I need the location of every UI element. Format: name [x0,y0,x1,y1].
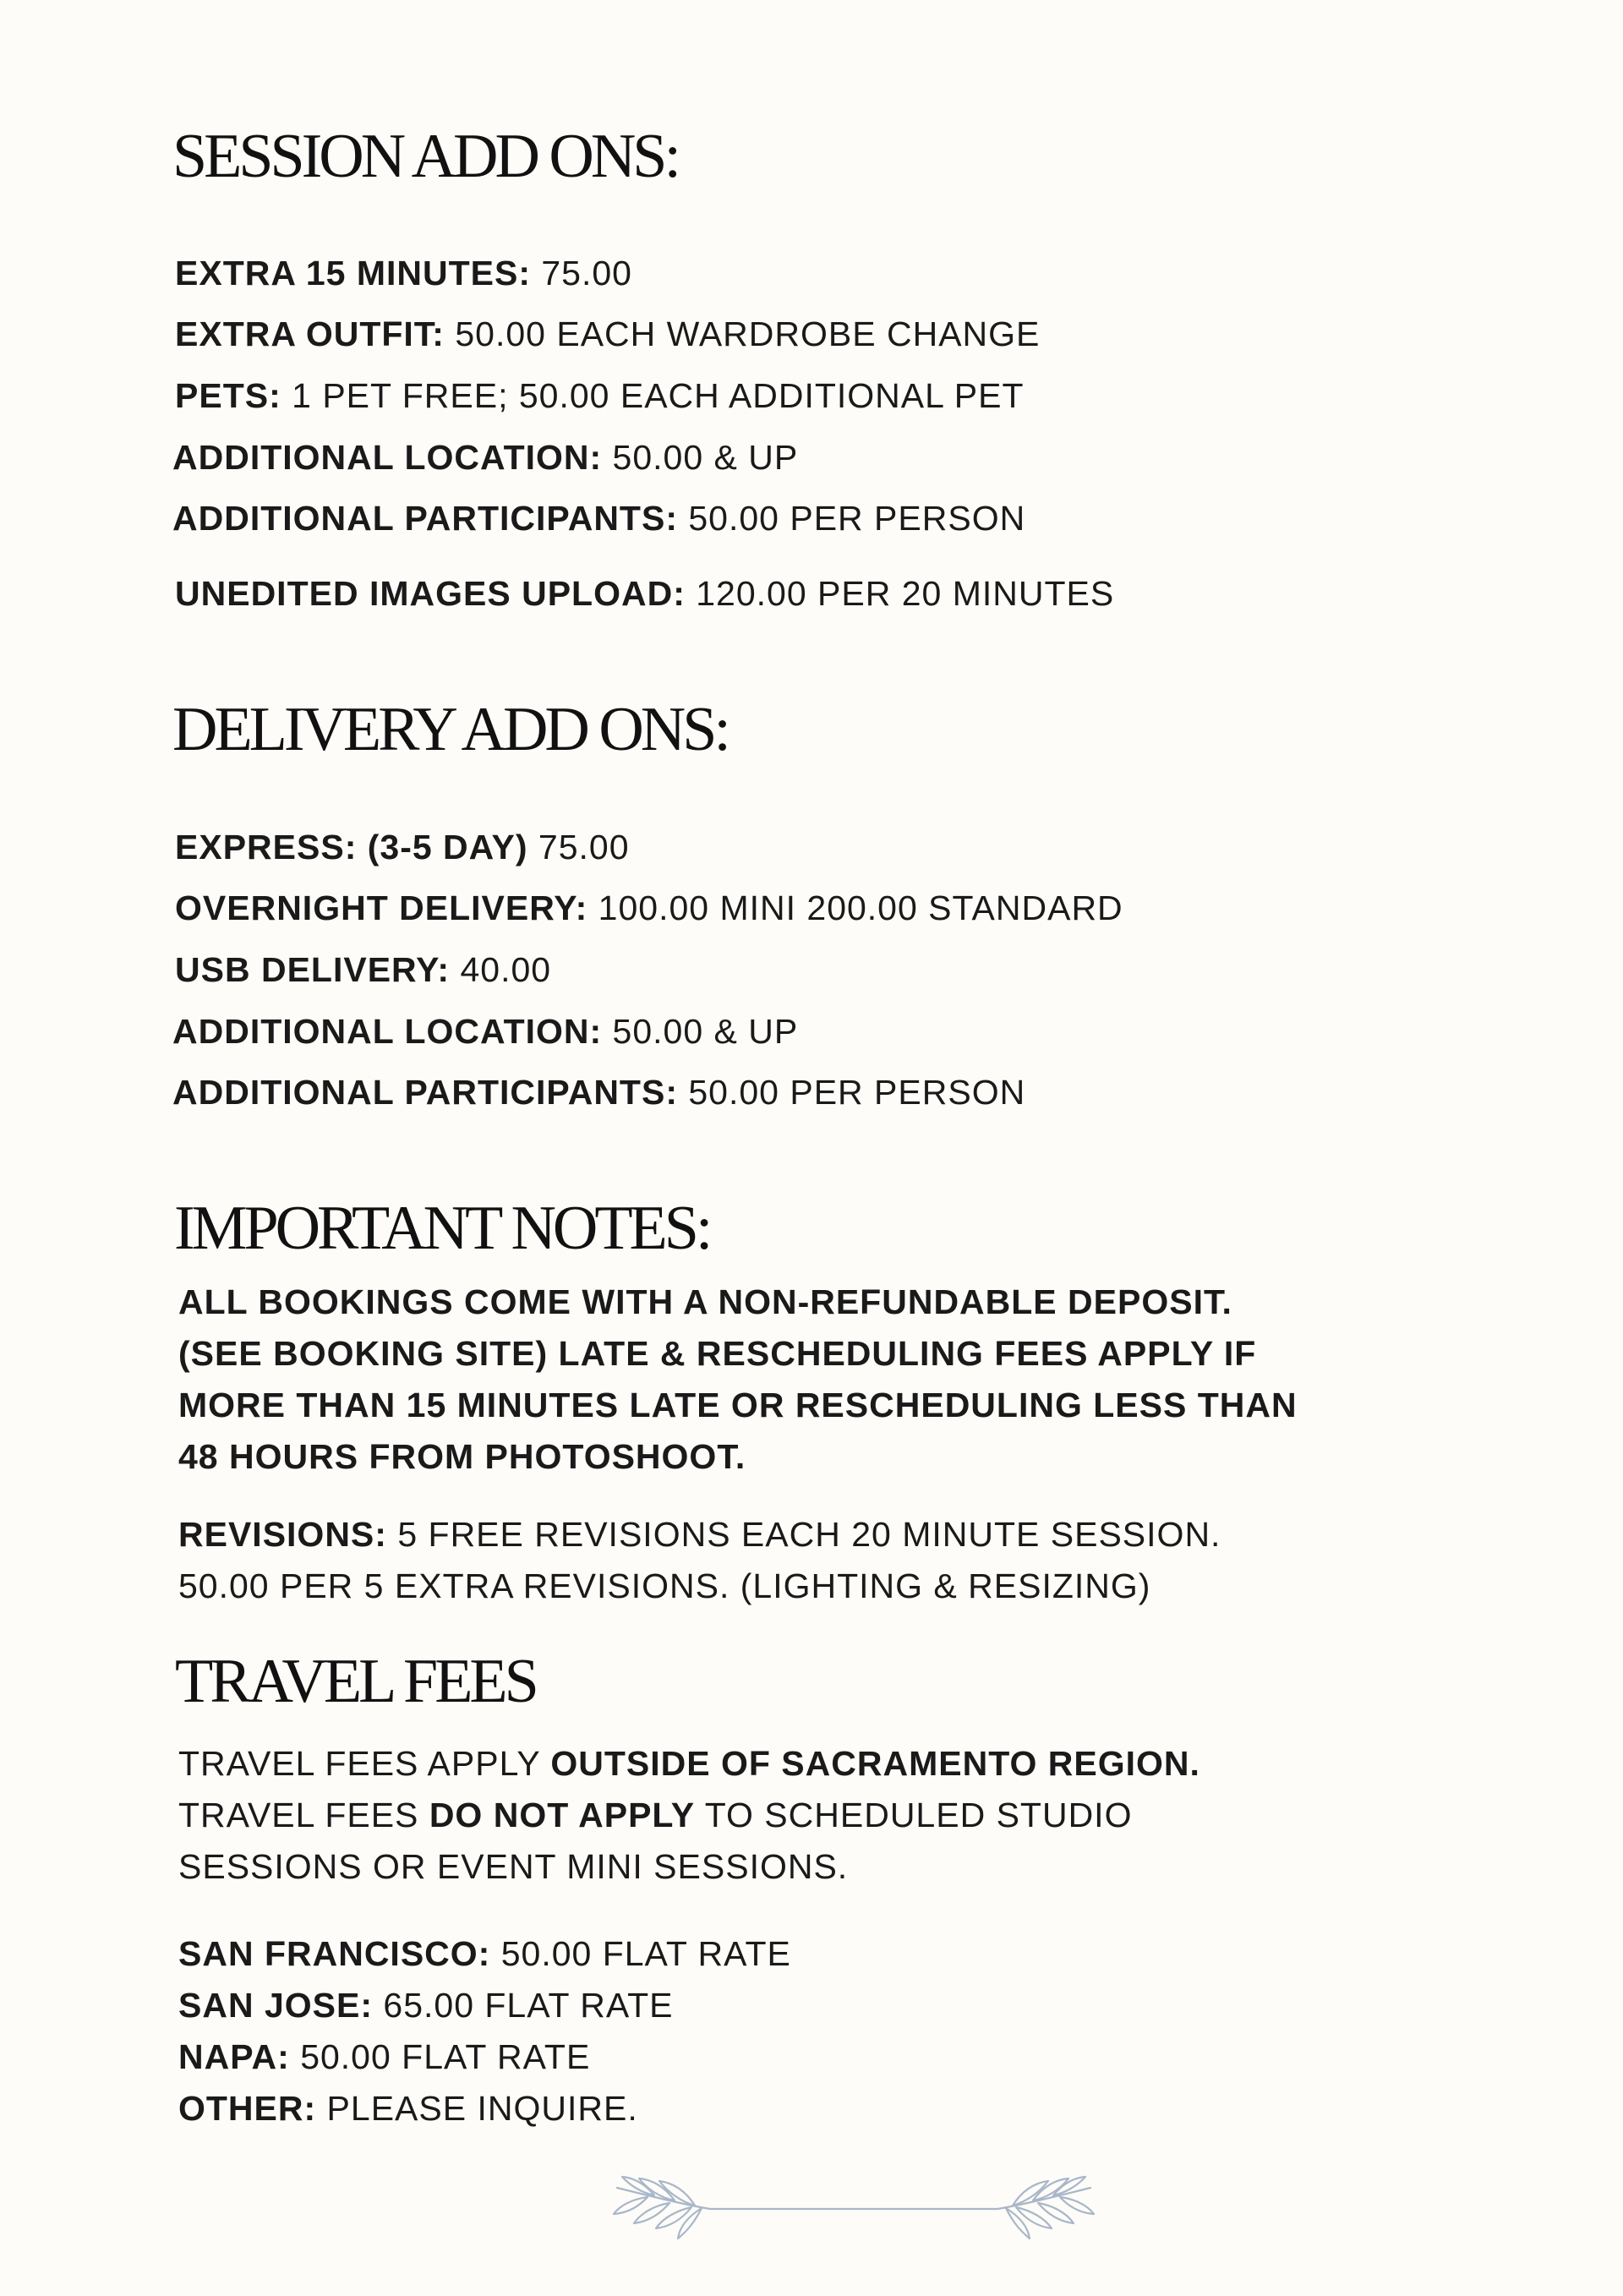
delivery-item-additional-participants [172,1075,1025,1110]
delivery-add-ons-heading: DELIVERY ADD ONS: [172,695,728,764]
travel-fees-heading: TRAVEL FEES [175,1647,536,1716]
leaf-branch-divider-icon [600,2171,1107,2247]
travel-text: TO SCHEDULED STUDIO [695,1796,1133,1834]
session-item-extra-outfit [175,314,1041,353]
item-label: ADDITIONAL PARTICIPANTS: [172,499,678,538]
rate-napa [178,2031,791,2083]
item-value: 120.00 PER 20 MINUTES [685,574,1115,613]
item-value: 50.00 & UP [602,1012,799,1051]
rate-label: SAN JOSE: [178,1986,373,2025]
item-value: 50.00 PER PERSON [677,1073,1026,1112]
rate-label: NAPA: [178,2037,290,2076]
delivery-item-overnight [175,888,1123,927]
item-value: 50.00 PER PERSON [677,499,1026,538]
item-value: 50.00 & UP [602,438,799,477]
deposit-line: (SEE BOOKING SITE) LATE & RESCHEDULING FEES APPLY IF [178,1334,1257,1373]
travel-emphasis: OUTSIDE OF SACRAMENTO REGION. [550,1744,1200,1783]
revisions-note [178,1509,1221,1612]
session-item-unedited-upload [175,574,1115,613]
travel-line-1 [178,1738,1200,1790]
deposit-line: 48 HOURS FROM PHOTOSHOOT. [178,1437,746,1476]
rate-value: 50.00 FLAT RATE [289,2037,591,2076]
item-label: USB DELIVERY: [175,950,451,989]
revisions-line [178,1509,1221,1561]
item-label: EXTRA 15 MINUTES: [175,254,531,292]
travel-line-3: SESSIONS OR EVENT MINI SESSIONS. [178,1847,849,1886]
deposit-line: ALL BOOKINGS COME WITH A NON-REFUNDABLE DEPOSIT. [178,1282,1232,1321]
rate-label: OTHER: [178,2089,317,2128]
item-label: EXTRA OUTFIT: [175,314,445,353]
revisions-text: 5 FREE REVISIONS EACH 20 MINUTE SESSION. [386,1515,1221,1554]
rate-value: 50.00 FLAT RATE [490,1934,791,1973]
rate-san-jose [178,1980,791,2031]
item-label: ADDITIONAL LOCATION: [172,1012,603,1051]
session-item-additional-participants [172,501,1025,536]
rate-other [178,2083,791,2135]
item-label: ADDITIONAL PARTICIPANTS: [172,1073,678,1112]
item-label: OVERNIGHT DELIVERY: [175,888,588,927]
right-branch-icon [997,2177,1094,2239]
session-add-ons-heading: SESSION ADD ONS: [172,122,679,191]
item-value: 1 PET FREE; 50.00 EACH ADDITIONAL PET [281,376,1025,415]
deposit-line: MORE THAN 15 MINUTES LATE OR RESCHEDULING LESS THAN [178,1386,1298,1424]
item-label: UNEDITED IMAGES UPLOAD: [175,574,686,613]
revisions-label: REVISIONS: [178,1515,387,1554]
item-label: ADDITIONAL LOCATION: [172,438,603,477]
travel-text: TRAVEL FEES [178,1796,429,1834]
deposit-notice [178,1276,1298,1483]
session-item-extra-minutes [175,256,632,291]
rate-san-francisco [178,1928,791,1980]
travel-line-2 [178,1790,1200,1841]
travel-fees-description [178,1738,1200,1893]
travel-text: TRAVEL FEES APPLY [178,1744,551,1783]
item-label: PETS: [175,376,281,415]
rate-value: 65.00 FLAT RATE [373,1986,674,2025]
travel-rates-list [178,1928,791,2135]
session-item-additional-location [172,440,798,475]
delivery-item-express [175,830,630,865]
item-value: 40.00 [450,950,552,989]
item-value: 75.00 [530,254,632,292]
travel-emphasis: DO NOT APPLY [429,1796,696,1834]
delivery-item-additional-location [172,1014,798,1049]
left-branch-icon [614,2177,710,2239]
delivery-item-usb [175,950,552,989]
item-value: 75.00 [527,828,630,866]
item-value: 100.00 MINI 200.00 STANDARD [587,888,1123,927]
important-notes-heading: IMPORTANT NOTES: [174,1194,710,1263]
session-item-pets [175,376,1025,415]
revisions-line-2: 50.00 PER 5 EXTRA REVISIONS. (LIGHTING & RESIZING) [178,1566,1151,1605]
rate-label: SAN FRANCISCO: [178,1934,491,1973]
item-value: 50.00 EACH WARDROBE CHANGE [444,314,1041,353]
item-label: EXPRESS: (3-5 DAY) [175,828,528,866]
rate-value: PLEASE INQUIRE. [316,2089,638,2128]
